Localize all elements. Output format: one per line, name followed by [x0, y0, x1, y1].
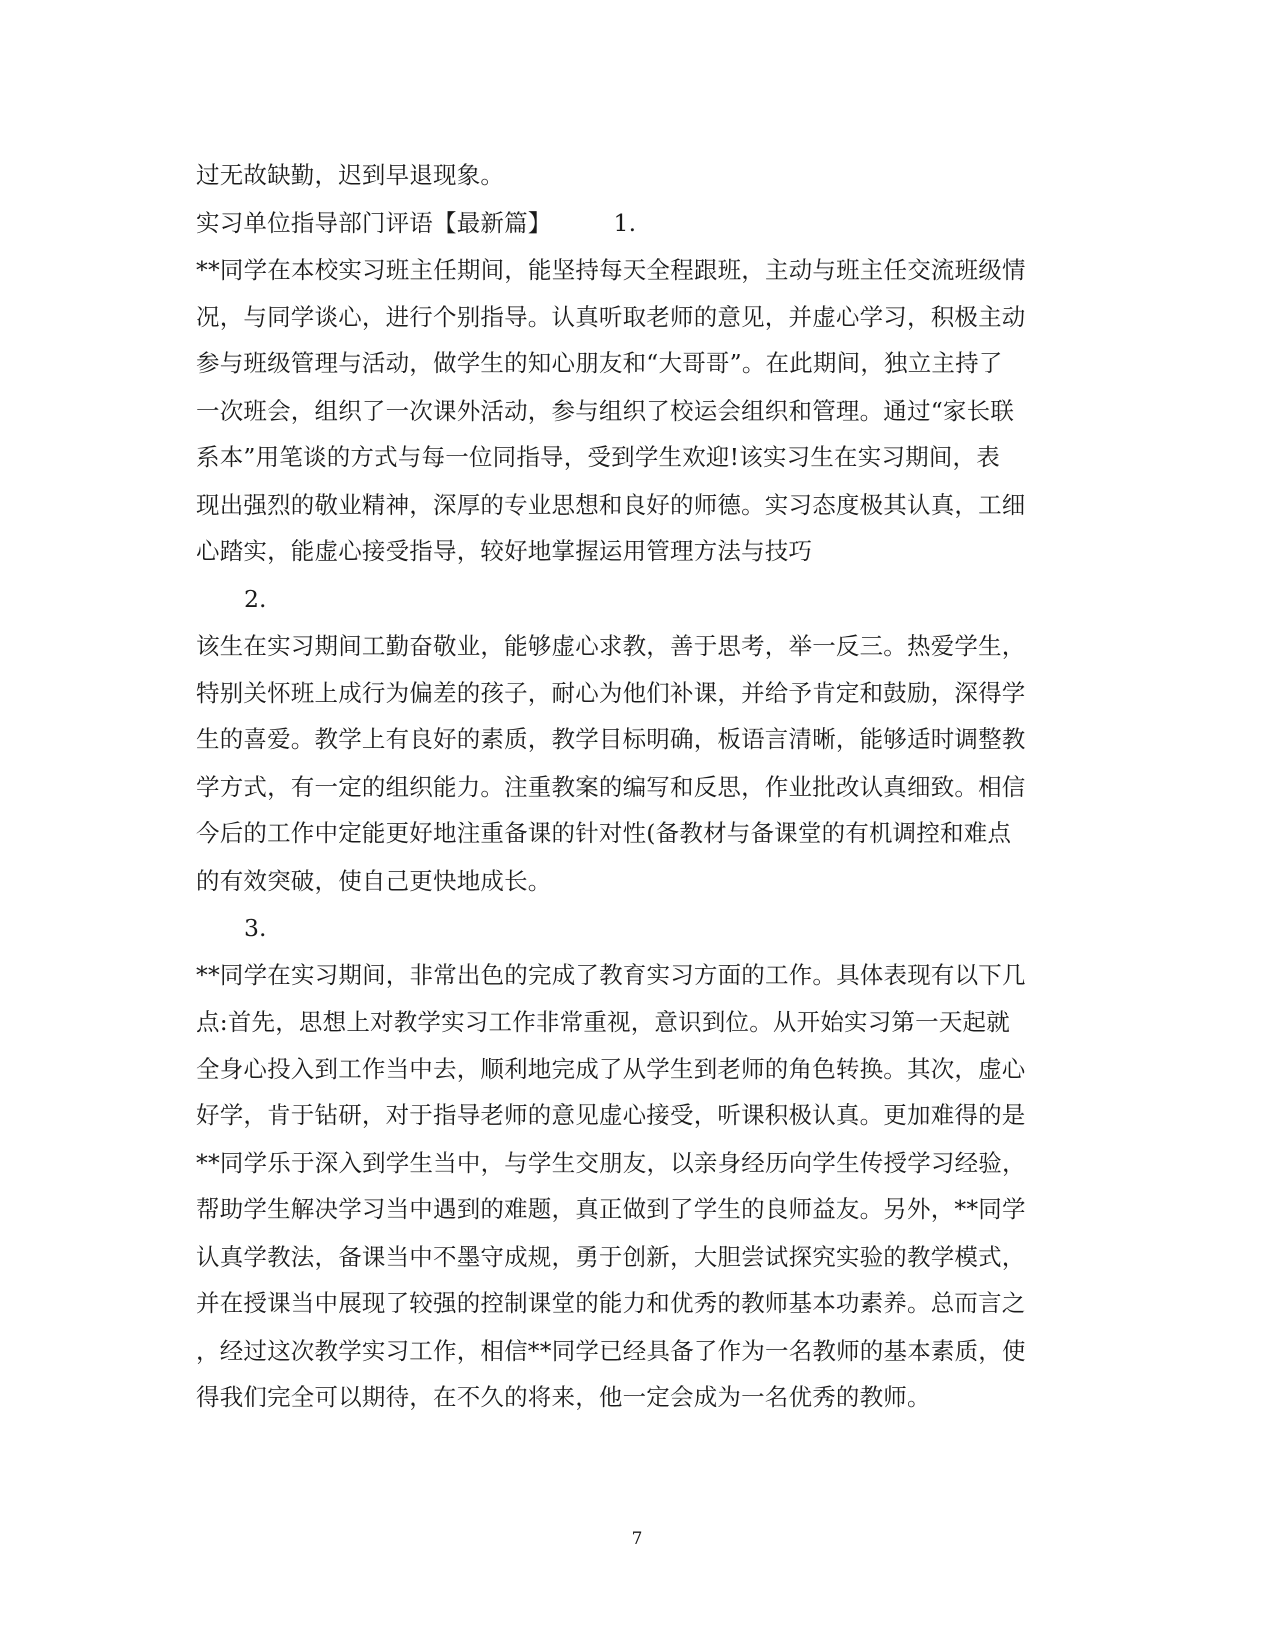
paragraph-line: 并在授课当中展现了较强的控制课堂的能力和优秀的教师基本功素养。总而言之	[196, 1289, 1026, 1317]
paragraph-line: 的有效突破，使自己更快地成长。	[196, 867, 552, 895]
item-number-3: 3.	[244, 914, 267, 942]
paragraph-line: 全身心投入到工作当中去，顺利地完成了从学生到老师的角色转换。其次，虚心	[196, 1055, 1026, 1083]
paragraph-line: 生的喜爱。教学上有良好的素质，教学目标明确，板语言清晰，能够适时调整教	[196, 725, 1026, 753]
paragraph-line: 特别关怀班上成行为偏差的孩子，耐心为他们补课，并给予肯定和鼓励，深得学	[196, 679, 1026, 707]
paragraph-line: 学方式，有一定的组织能力。注重教案的编写和反思，作业批改认真细致。相信	[196, 773, 1026, 801]
paragraph-line: 好学，肯于钻研，对于指导老师的意见虚心接受，听课积极认真。更加难得的是	[196, 1101, 1026, 1129]
paragraph-line: 今后的工作中定能更好地注重备课的针对性(备教材与备课堂的有机调控和难点	[196, 819, 1012, 847]
paragraph-line: ，经过这次教学实习工作，相信**同学已经具备了作为一名教师的基本素质，使	[196, 1337, 1026, 1365]
paragraph-line: 况，与同学谈心，进行个别指导。认真听取老师的意见，并虚心学习，积极主动	[196, 303, 1026, 331]
item-number-2: 2.	[244, 585, 267, 613]
page-number: 7	[631, 1529, 643, 1549]
section-heading-row	[196, 208, 1076, 238]
paragraph-line: 认真学教法，备课当中不墨守成规，勇于创新，大胆尝试探究实验的教学模式，	[196, 1243, 1026, 1271]
paragraph-line: **同学在实习期间，非常出色的完成了教育实习方面的工作。具体表现有以下几	[196, 961, 1026, 989]
paragraph-line: 点:首先，思想上对教学实习工作非常重视，意识到位。从开始实习第一天起就	[196, 1008, 1010, 1036]
paragraph-line: 心踏实，能虚心接受指导，较好地掌握运用管理方法与技巧	[196, 537, 813, 565]
paragraph-line: 现出强烈的敬业精神，深厚的专业思想和良好的师德。实习态度极其认真，工细	[196, 491, 1026, 519]
paragraph-line: 一次班会，组织了一次课外活动，参与组织了校运会组织和管理。通过“家长联	[196, 397, 1015, 425]
paragraph-line: 得我们完全可以期待，在不久的将来，他一定会成为一名优秀的教师。	[196, 1383, 931, 1411]
section-heading-number: 1.	[613, 209, 637, 237]
paragraph-line: 系本”用笔谈的方式与每一位同指导，受到学生欢迎!该实习生在实习期间，表	[196, 443, 1000, 471]
paragraph-line: **同学乐于深入到学生当中，与学生交朋友，以亲身经历向学生传授学习经验，	[196, 1149, 1026, 1177]
paragraph-line: **同学在本校实习班主任期间，能坚持每天全程跟班，主动与班主任交流班级情	[196, 256, 1026, 284]
intro-line: 过无故缺勤，迟到早退现象。	[196, 161, 505, 189]
paragraph-line: 帮助学生解决学习当中遇到的难题，真正做到了学生的良师益友。另外，**同学	[196, 1195, 1026, 1223]
paragraph-line: 该生在实习期间工勤奋敬业，能够虚心求教，善于思考，举一反三。热爱学生，	[196, 632, 1026, 660]
paragraph-line: 参与班级管理与活动，做学生的知心朋友和“大哥哥”。在此期间，独立主持了	[196, 349, 1003, 377]
section-heading: 实习单位指导部门评语【最新篇】	[196, 209, 552, 237]
